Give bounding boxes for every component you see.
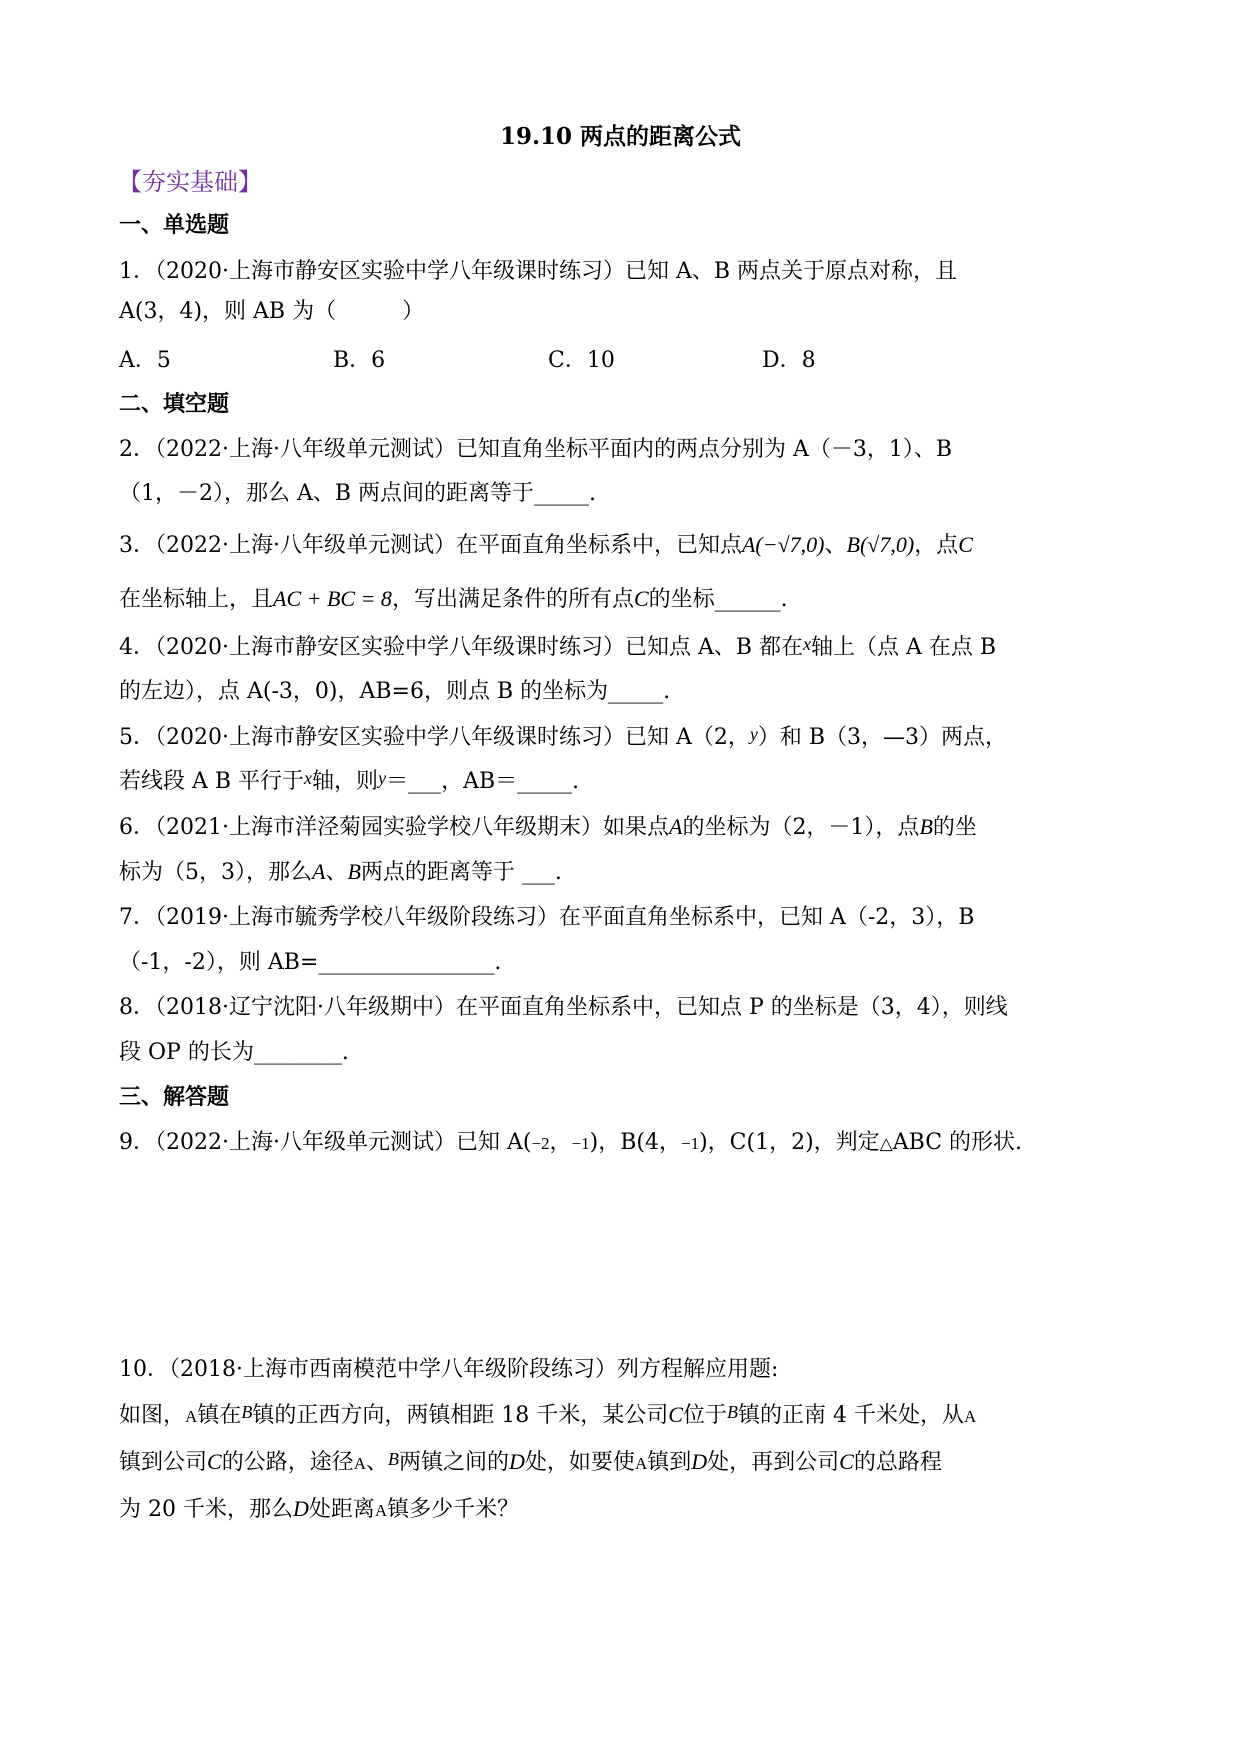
q6-text: 的坐标为（2，－1），点 xyxy=(682,815,920,840)
q10-var-d: D xyxy=(691,1449,708,1474)
q10-line3 xyxy=(119,1445,942,1476)
q6-line2 xyxy=(119,855,562,886)
q3-text: 的坐标______. xyxy=(648,587,788,612)
q6-point-b: B xyxy=(347,859,361,884)
q10-var-a: A xyxy=(634,1454,648,1473)
q10-text: 镇在 xyxy=(197,1403,242,1428)
q6-text: 两点的距离等于 ___. xyxy=(360,860,562,885)
q4-var-x: x xyxy=(803,634,812,654)
q3-line2 xyxy=(119,582,788,613)
q3-sep: 、 xyxy=(824,533,847,558)
q2-line2: （1，－2），那么 A、B 两点间的距离等于_____. xyxy=(119,481,597,506)
q6-line1 xyxy=(119,810,977,841)
q10-var-a: A xyxy=(185,1407,198,1426)
q10-text: 镇的正西方向，两镇相距 18 千米，某公司 xyxy=(252,1403,669,1428)
q10-text: 镇多少千米？ xyxy=(387,1497,520,1522)
q6-text: 标为（5，3），那么 xyxy=(119,860,312,885)
q9-text: ， xyxy=(549,1130,572,1155)
q10-text: 的总路程 xyxy=(853,1450,942,1475)
q10-line2 xyxy=(119,1398,976,1429)
q10-var-c: C xyxy=(668,1402,683,1427)
q9-text: )，B(4， xyxy=(589,1130,681,1155)
q9-num: −2 xyxy=(531,1134,550,1153)
page-title: 19.10 两点的距离公式 xyxy=(499,123,742,150)
q5-text: 5．（2020·上海市静安区实验中学八年级课时练习）已知 A（2， xyxy=(119,725,750,750)
q5-var-x: x xyxy=(304,768,313,788)
q10-text: 镇的正南 4 千米处，从 xyxy=(738,1403,964,1428)
heading-solution: 三、解答题 xyxy=(119,1084,230,1110)
q10-var-c: C xyxy=(839,1449,854,1474)
q10-line4 xyxy=(119,1492,519,1523)
q4-text: 4．（2020·上海市静安区实验中学八年级课时练习）已知点 A、B 都在 xyxy=(119,635,804,660)
q4-text: 轴上（点 A 在点 B xyxy=(811,635,997,660)
q10-text: 的公路，途径 xyxy=(221,1450,354,1475)
q6-text: 的坐 xyxy=(932,815,977,840)
q6-point-b: B xyxy=(919,814,933,839)
q1-option-d: D．8 xyxy=(762,348,816,373)
q5-var-y: y xyxy=(378,768,387,788)
q5-text: ＝___，AB＝_____. xyxy=(386,769,580,794)
q1-option-b: B．6 xyxy=(333,348,386,373)
q9-text: )，C(1，2)，判定 xyxy=(699,1130,880,1155)
q1-line1: 1．（2020·上海市静安区实验中学八年级课时练习）已知 A、B 两点关于原点对称，且 xyxy=(119,259,958,284)
q3-point-b: B(√7,0) xyxy=(846,532,915,557)
q10-text: 两镇之间的 xyxy=(399,1450,510,1475)
q1-option-c: C．10 xyxy=(548,348,615,373)
q5-line1 xyxy=(119,720,1007,751)
q3-mid: ，点 xyxy=(914,533,959,558)
q9-num: −1 xyxy=(680,1134,700,1153)
q5-text: ）和 B（3，—3）两点， xyxy=(757,725,1008,750)
q10-text: 镇到公司 xyxy=(119,1450,208,1475)
q3-point-c: C xyxy=(633,586,649,611)
q7-line1: 7．（2019·上海市毓秀学校八年级阶段练习）在平面直角坐标系中，已知 A（-2，3），B xyxy=(119,905,975,930)
triangle-symbol: △ xyxy=(879,1134,893,1153)
q10-line1: 10．（2018·上海市西南模范中学八年级阶段练习）列方程解应用题: xyxy=(119,1357,779,1382)
q3-line1 xyxy=(119,528,973,559)
q5-line2 xyxy=(119,764,579,795)
q10-var-b: B xyxy=(388,1449,400,1469)
q9-text: ABC 的形状. xyxy=(892,1130,1023,1155)
q8-line1: 8．（2018·辽宁沈阳·八年级期中）在平面直角坐标系中，已知点 P 的坐标是（3，4），则线 xyxy=(119,995,1008,1020)
q10-var-b: B xyxy=(727,1402,738,1422)
heading-fill-blank: 二、填空题 xyxy=(119,391,230,417)
q1-options xyxy=(119,343,1019,375)
q6-text: 6．（2021·上海市洋泾菊园实验学校八年级期末）如果点 xyxy=(119,815,669,840)
q10-text: 处，如要使 xyxy=(524,1450,635,1475)
q10-var-a: A xyxy=(353,1454,366,1473)
q3-point-a: A(−√7,0) xyxy=(741,532,825,557)
q10-var-c: C xyxy=(207,1449,222,1474)
q3-prefix: 3．（2022·上海·八年级单元测试）在平面直角坐标系中，已知点 xyxy=(119,533,742,558)
q9-text: 9．（2022·上海·八年级单元测试）已知 A( xyxy=(119,1130,532,1155)
q8-line2: 段 OP 的长为________. xyxy=(119,1040,349,1065)
q10-text: 如图， xyxy=(119,1403,186,1428)
q5-var-y: y xyxy=(749,724,758,744)
q6-text: 、 xyxy=(325,860,348,885)
q10-var-d: D xyxy=(292,1496,309,1521)
q9-line1 xyxy=(119,1125,1022,1156)
q1-line2: A(3，4)，则 AB 为（ ） xyxy=(119,299,425,324)
q5-text: 若线段 A B 平行于 xyxy=(119,769,305,794)
q2-line1: 2．（2022·上海·八年级单元测试）已知直角坐标平面内的两点分别为 A（－3，1）、B xyxy=(119,437,953,462)
q3-text: ，写出满足条件的所有点 xyxy=(391,587,634,612)
q4-line1 xyxy=(119,630,996,661)
q6-point-a: A xyxy=(668,814,683,839)
q5-text: 轴，则 xyxy=(312,769,379,794)
q7-line2: （-1，-2），则 AB=________________. xyxy=(119,950,502,975)
q10-var-a: A xyxy=(374,1501,388,1520)
q6-point-a: A xyxy=(312,859,326,884)
q3-text: 在坐标轴上，且 xyxy=(119,587,274,612)
q3-point-c: C xyxy=(958,532,973,557)
q10-text: 镇到 xyxy=(647,1450,692,1475)
q10-text: 、 xyxy=(366,1450,389,1475)
q10-text: 处，再到公司 xyxy=(707,1450,840,1475)
q1-option-a: A．5 xyxy=(119,348,171,373)
q9-num: −1 xyxy=(571,1134,590,1153)
q10-text: 处距离 xyxy=(308,1497,375,1522)
q10-text: 位于 xyxy=(682,1403,727,1428)
q10-var-d: D xyxy=(509,1449,525,1474)
q10-var-b: B xyxy=(241,1402,253,1422)
heading-single-choice: 一、单选题 xyxy=(119,212,230,238)
q4-line2: 的左边），点 A(-3，0)，AB=6，则点 B 的坐标为_____. xyxy=(119,679,671,704)
section-tag: 【夯实基础】 xyxy=(118,168,262,196)
q10-var-a: A xyxy=(963,1407,977,1426)
q10-text: 为 20 千米，那么 xyxy=(119,1497,293,1522)
q3-equation: AC + BC = 8 xyxy=(273,586,392,611)
